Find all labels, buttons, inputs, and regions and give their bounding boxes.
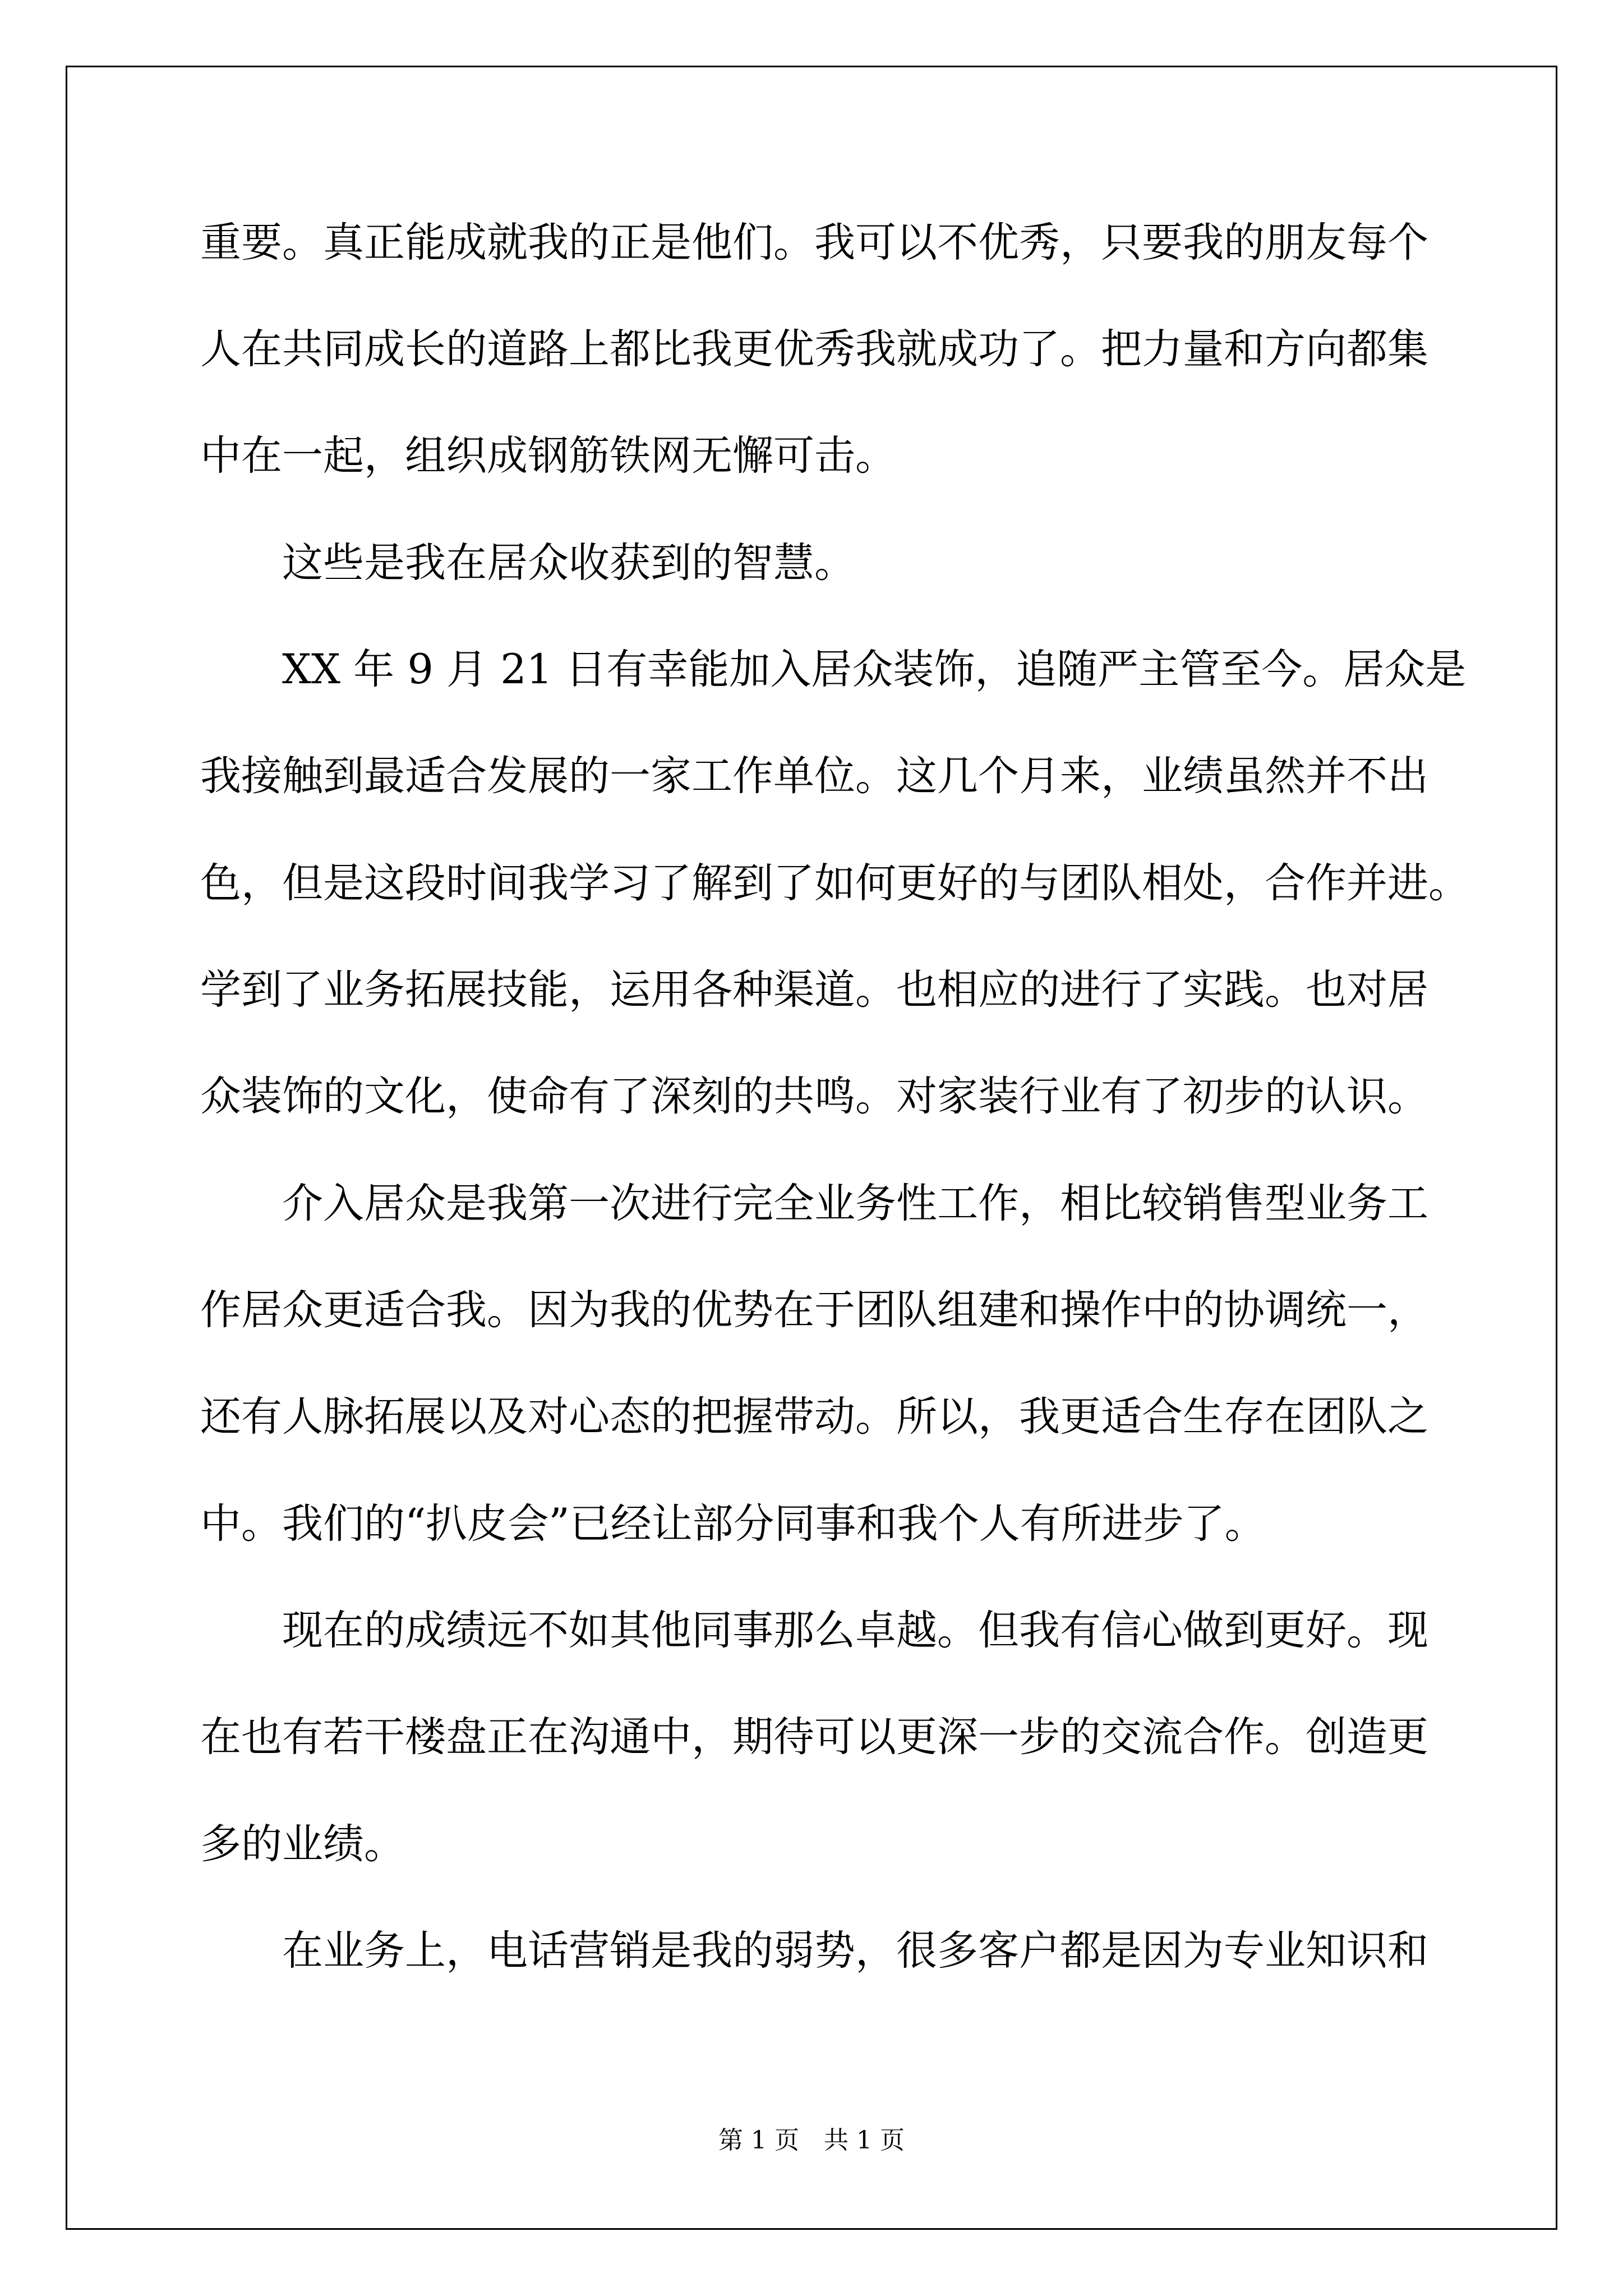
text-line: 在业务上，电话营销是我的弱势，很多客户都是因为专业知识和 — [200, 1927, 1428, 1975]
text-line: 学到了业务拓展技能，运用各种渠道。也相应的进行了实践。也对居 — [200, 966, 1428, 1014]
text-line: 中。我们的“扒皮会”已经让部分同事和我个人有所进步了。 — [200, 1500, 1266, 1548]
text-line: XX 年 9 月 21 日有幸能加入居众装饰，追随严主管至今。居众是 — [200, 646, 1467, 693]
text-line: 色，但是这段时间我学习了解到了如何更好的与团队相处，合作并进。 — [200, 859, 1469, 907]
text-line: 重要。真正能成就我的正是他们。我可以不优秀，只要我的朋友每个 — [200, 219, 1428, 266]
page-border — [66, 66, 1557, 2230]
text-line: 介入居众是我第一次进行完全业务性工作，相比较销售型业务工 — [200, 1180, 1428, 1227]
text-line: 还有人脉拓展以及对心态的把握带动。所以，我更适合生存在团队之 — [200, 1393, 1428, 1441]
text-line: 多的业绩。 — [200, 1820, 405, 1868]
text-line: 这些是我在居众收获到的智慧。 — [200, 539, 855, 587]
text-line: 在也有若干楼盘正在沟通中，期待可以更深一步的交流合作。创造更 — [200, 1713, 1428, 1761]
page-number-footer: 第 1 页 共 1 页 — [718, 2126, 905, 2155]
text-line: 人在共同成长的道路上都比我更优秀我就成功了。把力量和方向都集 — [200, 325, 1428, 373]
text-line: 众装饰的文化，使命有了深刻的共鸣。对家装行业有了初步的认识。 — [200, 1073, 1428, 1120]
text-line: 作居众更适合我。因为我的优势在于团队组建和操作中的协调统一， — [200, 1286, 1428, 1334]
text-line: 现在的成绩远不如其他同事那么卓越。但我有信心做到更好。现 — [200, 1607, 1428, 1654]
text-line: 我接触到最适合发展的一家工作单位。这几个月来，业绩虽然并不出 — [200, 752, 1428, 800]
text-line: 中在一起，组织成钢筋铁网无懈可击。 — [200, 432, 896, 480]
